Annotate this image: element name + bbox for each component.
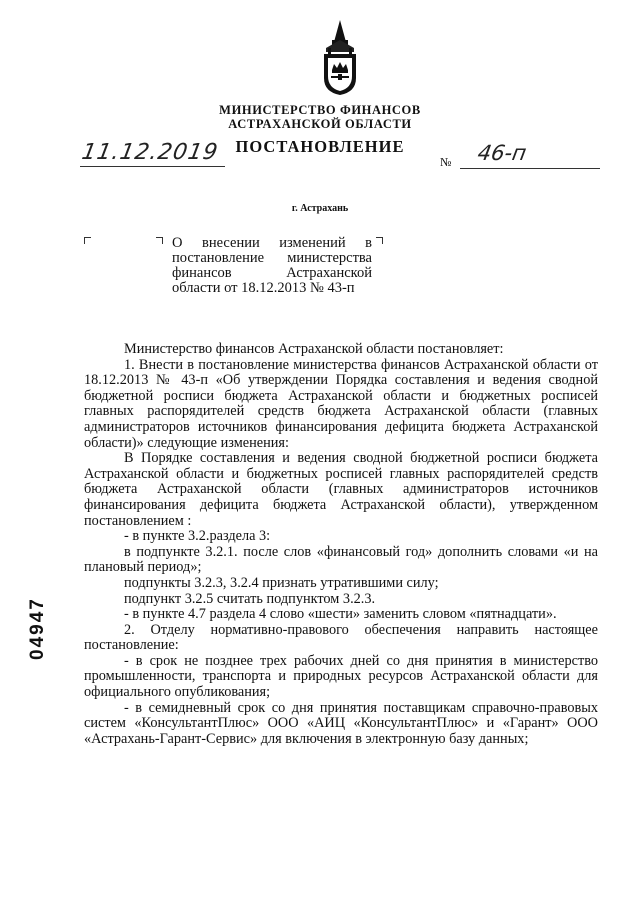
handwritten-date: 11.12.2019: [79, 140, 221, 165]
document-type-title: ПОСТАНОВЛЕНИЕ: [235, 137, 405, 156]
body-paragraph: подпункты 3.2.3, 3.2.4 признать утратившими силу;: [124, 574, 439, 591]
ministry-name-line1: МИНИСТЕРСТВО ФИНАНСОВ: [219, 103, 421, 117]
subject-bracket-right-icon: [376, 237, 383, 244]
handwritten-number: 46-п: [475, 141, 529, 165]
body-paragraph: - в пункте 3.2.раздела 3:: [124, 528, 271, 545]
margin-stamp-number: 04947: [27, 597, 48, 660]
subject-bracket-left-icon: [84, 237, 91, 244]
body-paragraph: - в пункте 4.7 раздела 4 слово «шести» заменить словом «пятнадцати».: [124, 606, 557, 623]
coat-of-arms-icon: [320, 18, 360, 96]
body-paragraph: в подпункте 3.2.1. после слов «финансовый год» дополнить словами «и на плановый период»;: [84, 543, 598, 576]
ministry-name-line2: АСТРАХАНСКОЙ ОБЛАСТИ: [228, 117, 412, 131]
body-paragraph: 1. Внести в постановление министерства финансов Астраханской области от 18.12.2013 № 43-п «Об утверждении Порядка составления и ведения сводной бюджетной росписи бюджета Астраханской области и бюджетных росписей главных распорядителей средств бюджета Астраханской области (главных администраторов источников финансирования дефицита бюджета Астраханской области)» следующие изменения:: [84, 356, 598, 451]
body-paragraph: - в семидневный срок со дня принятия поставщикам справочно-правовых систем «КонсультантПлюс» ООО «АИЦ «КонсультантПлюс» и «Гарант» ООО «Астрахань-Гарант-Сервис» для включения в электронную базу данных;: [84, 699, 598, 747]
body-paragraph: 2. Отделу нормативно-правового обеспечения направить настоящее постановление:: [84, 621, 598, 654]
document-body: [84, 342, 598, 747]
body-paragraph: В Порядке составления и ведения сводной бюджетной росписи бюджета Астраханской области и бюджетных росписей главных распорядителей средств бюджета Астраханской области (главных администраторов источников финансирования дефицита бюджета Астраханской области), утвержденном постановлением :: [84, 450, 598, 529]
body-paragraph: Министерство финансов Астраханской области постановляет:: [124, 341, 504, 357]
date-underline: [80, 166, 225, 167]
subject-bracket-inner-icon: [156, 237, 163, 244]
number-label: №: [440, 155, 452, 169]
city-name: г. Астрахань: [291, 203, 349, 214]
document-subject: О внесении изменений в постановление министерства финансов Астраханской области от 18.12.2013 № 43-п: [172, 235, 372, 296]
body-paragraph: подпункт 3.2.5 считать подпунктом 3.2.3.: [124, 590, 376, 607]
number-underline: [460, 168, 600, 169]
body-paragraph: - в срок не позднее трех рабочих дней со дня принятия в министерство промышленности, транспорта и природных ресурсов Астраханской области для официального опубликования;: [84, 652, 598, 701]
